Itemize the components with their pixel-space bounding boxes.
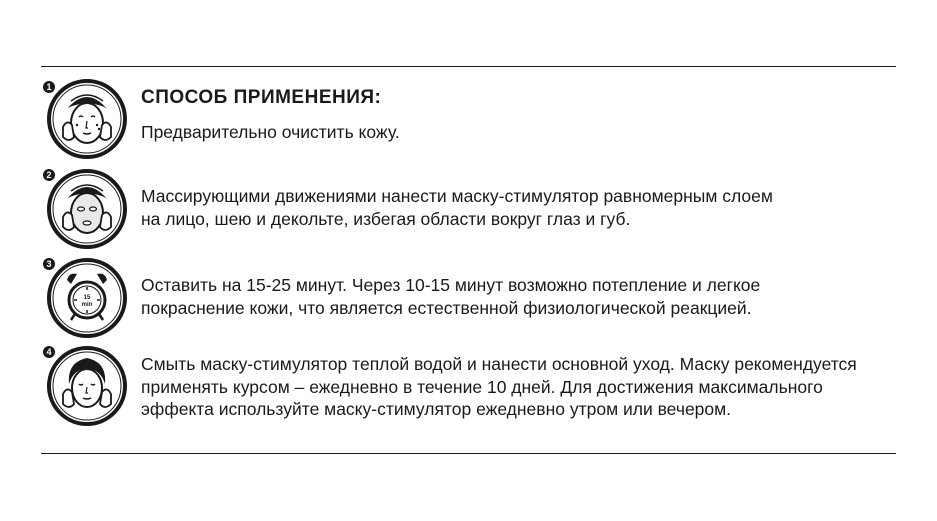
face-cleansing-icon <box>41 79 127 165</box>
face-rinsing-icon <box>41 344 127 430</box>
step-number-badge: 1 <box>43 81 55 93</box>
step-3-text <box>141 274 760 319</box>
alarm-clock-icon <box>41 256 127 342</box>
top-divider <box>41 66 896 67</box>
step-text-line: Оставить на 15-25 минут. Через 10-15 минут возможно потепление и легкое <box>141 275 761 295</box>
step-text-line: Массирующими движениями нанести маску-стимулятор равномерным слоем <box>141 186 773 206</box>
step-number-badge: 4 <box>43 346 55 358</box>
step-text-line: покраснение кожи, что является естественной физиологической реакцией. <box>141 297 752 318</box>
step-number-badge: 2 <box>43 169 55 181</box>
step-4-text <box>141 353 857 421</box>
step-text-line: эффекта используйте маску-стимулятор ежедневно утром или вечером. <box>141 399 732 419</box>
step-2-text <box>141 185 773 230</box>
step-1-text <box>141 87 400 143</box>
step-text-line: применять курсом – ежедневно в течение 10 дней. Для достижения максимального <box>141 376 823 397</box>
step-text-line: на лицо, шею и декольте, избегая области вокруг глаз и губ. <box>141 208 631 229</box>
step-text-line: Предварительно очистить кожу. <box>141 121 400 142</box>
clock-label-bottom: min <box>81 302 93 308</box>
step-text-line: Смыть маску-стимулятор теплой водой и нанести основной уход. Маску рекомендуется <box>141 354 857 374</box>
bottom-divider <box>41 453 896 454</box>
step-number-badge: 3 <box>43 258 55 270</box>
clock-label-top: 15 <box>83 295 91 301</box>
section-heading: СПОСОБ ПРИМЕНЕНИЯ: <box>141 87 382 108</box>
face-mask-applying-icon <box>41 167 127 253</box>
